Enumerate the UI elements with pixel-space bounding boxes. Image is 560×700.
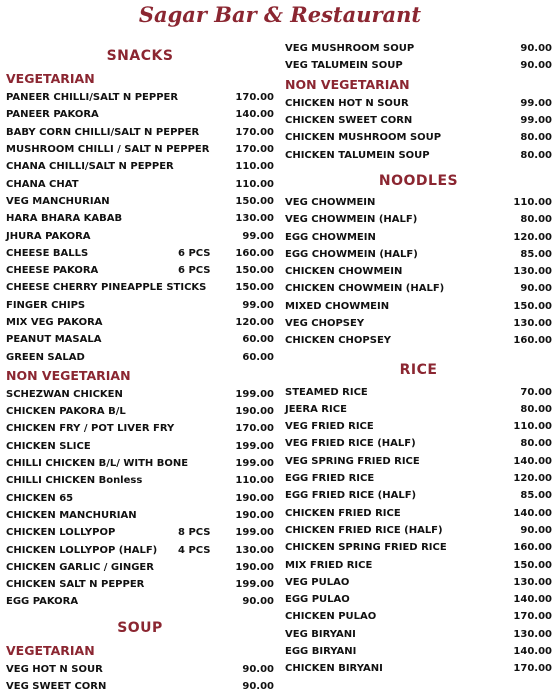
menu-item [285, 298, 552, 315]
menu-item [6, 678, 274, 695]
menu-item [6, 348, 274, 365]
menu-item [285, 194, 552, 211]
item-name: CHEESE CHERRY PINEAPPLE STICKS [6, 282, 207, 294]
item-price: 150.00 [513, 559, 552, 571]
menu-item [6, 89, 274, 106]
menu-item [285, 95, 552, 112]
restaurant-title: Sagar Bar & Restaurant [138, 2, 422, 27]
item-name: SCHEZWAN CHICKEN [6, 388, 123, 400]
item-price: 90.00 [242, 681, 274, 693]
item-price: 80.00 [520, 149, 552, 161]
item-price: 140.00 [513, 507, 552, 519]
item-price: 60.00 [242, 351, 274, 363]
item-price: 99.00 [242, 230, 274, 242]
item-name: PEANUT MASALA [6, 334, 102, 346]
item-price: 130.00 [235, 213, 274, 225]
item-name: EGG PULAO [285, 594, 350, 606]
item-name: CHICKEN CHOWMEIN [285, 266, 403, 278]
item-name: CHICKEN FRIED RICE [285, 507, 401, 519]
item-name: EGG BIRYANI [285, 646, 357, 658]
item-price: 150.00 [235, 282, 274, 294]
item-price: 199.00 [235, 440, 274, 452]
item-name: MIXED CHOWMEIN [285, 300, 390, 312]
menu-list [285, 194, 552, 350]
menu-item [6, 490, 274, 507]
item-price: 140.00 [235, 109, 274, 121]
menu-item [285, 146, 552, 163]
item-name: MIX VEG PAKORA [6, 317, 103, 328]
item-price: 170.00 [513, 611, 552, 623]
menu-item [6, 158, 274, 175]
item-name: VEG SPRING FRIED RICE [285, 455, 420, 467]
item-name: CHANA CHILLI/SALT N PEPPER [6, 161, 174, 173]
item-name: CHICKEN SLICE [6, 440, 91, 452]
menu-item [285, 626, 552, 643]
item-price: 90.00 [520, 283, 552, 295]
item-name: STEAMED RICE [285, 386, 368, 398]
section-title-noodles: NOODLES [378, 172, 459, 189]
menu-item [6, 593, 274, 610]
item-price: 120.00 [513, 473, 552, 485]
item-price: 110.00 [235, 178, 274, 190]
menu-item [6, 314, 274, 331]
menu-item [285, 660, 552, 677]
menu-list [285, 95, 552, 164]
item-price: 80.00 [520, 403, 552, 415]
item-name: CHICKEN MANCHURIAN [6, 509, 137, 521]
item-price: 190.00 [235, 492, 274, 504]
menu-item [6, 403, 274, 420]
menu-item [6, 227, 274, 244]
item-price: 110.00 [235, 161, 274, 173]
item-name: EGG FRIED RICE [285, 473, 375, 485]
item-name: EGG CHOWMEIN (HALF) [285, 248, 418, 260]
menu-item [6, 524, 274, 541]
item-name: CHICKEN PAKORA B/L [6, 406, 126, 418]
menu-item [6, 193, 274, 210]
category-non-vegetarian: NON VEGETARIAN [6, 367, 131, 383]
menu-item [285, 418, 552, 435]
item-name: CHICKEN FRY / POT LIVER FRY [6, 423, 175, 435]
item-name: CHICKEN GARLIC / GINGER [6, 561, 154, 573]
item-name: CHICKEN BIRYANI [285, 663, 383, 675]
item-price: 190.00 [235, 561, 274, 573]
item-name: VEG CHOWMEIN [285, 196, 376, 208]
menu-item [6, 541, 274, 558]
item-price: 99.00 [520, 115, 552, 127]
item-price: 140.00 [513, 455, 552, 467]
menu-item [285, 112, 552, 129]
item-name: VEG TALUMEIN SOUP [285, 60, 403, 72]
menu-item [6, 507, 274, 524]
section-title-soup: SOUP [117, 619, 163, 636]
item-price: 170.00 [235, 423, 274, 435]
menu-item [285, 505, 552, 522]
item-name: CHICKEN LOLLYPOP (HALF) [6, 544, 158, 556]
item-name: VEG FRIED RICE (HALF) [285, 438, 416, 450]
menu-item [6, 297, 274, 314]
item-name: VEG CHOPSEY [285, 318, 365, 329]
menu-item [285, 522, 552, 539]
item-price: 199.00 [235, 458, 274, 470]
item-price: 70.00 [520, 386, 552, 398]
item-name: CHICKEN LOLLYPOP [6, 527, 116, 539]
menu-item [6, 175, 274, 192]
category-non-vegetarian: NON VEGETARIAN [285, 76, 410, 92]
menu-list [6, 661, 274, 696]
item-price: 60.00 [242, 334, 274, 346]
menu-list [6, 386, 274, 611]
item-price: 130.00 [513, 576, 552, 588]
item-name: VEG MANCHURIAN [6, 195, 110, 207]
menu-item [6, 124, 274, 141]
item-price: 150.00 [235, 265, 274, 277]
left-column [6, 43, 274, 695]
item-price: 90.00 [520, 43, 552, 55]
menu-item [6, 245, 274, 262]
item-price: 199.00 [235, 388, 274, 400]
menu-item [285, 591, 552, 608]
item-name: CHANA CHAT [6, 178, 79, 190]
menu-item [285, 608, 552, 625]
item-name: EGG CHOWMEIN [285, 231, 376, 243]
item-name: EGG PAKORA [6, 596, 79, 608]
item-name: JEERA RICE [285, 403, 347, 415]
menu-item [6, 438, 274, 455]
menu-list [6, 89, 274, 366]
item-price: 80.00 [520, 214, 552, 226]
menu-item [285, 487, 552, 504]
item-price: 170.00 [235, 144, 274, 156]
section-title-rice: RICE [399, 362, 438, 379]
item-price: 90.00 [242, 663, 274, 675]
item-name: CHILLI CHICKEN Bonless [6, 475, 143, 487]
menu-item [285, 539, 552, 556]
menu-item [285, 383, 552, 400]
item-name: CHICKEN CHOPSEY [285, 335, 392, 347]
menu-item [285, 643, 552, 660]
right-column [285, 40, 552, 678]
item-name: FINGER CHIPS [6, 299, 86, 311]
item-name: MUSHROOM CHILLI / SALT N PEPPER [6, 144, 210, 156]
item-quantity: 6 PCS [178, 265, 211, 277]
menu-item [6, 279, 274, 296]
menu-item [285, 57, 552, 74]
item-name: CHICKEN CHOWMEIN (HALF) [285, 283, 445, 295]
item-price: 160.00 [235, 247, 274, 259]
item-price: 99.00 [242, 299, 274, 311]
menu-list [285, 40, 552, 75]
item-name: CHEESE BALLS [6, 247, 89, 259]
menu-item [285, 228, 552, 245]
item-name: PANEER CHILLI/SALT N PEPPER [6, 92, 179, 104]
item-price: 150.00 [513, 300, 552, 312]
item-price: 199.00 [235, 527, 274, 539]
item-name: VEG FRIED RICE [285, 421, 374, 433]
menu-item [6, 331, 274, 348]
menu-item [285, 332, 552, 349]
item-name: CHILLI CHICKEN B/L/ WITH BONE [6, 458, 189, 470]
item-name: BABY CORN CHILLI/SALT N PEPPER [6, 126, 200, 138]
menu-item [6, 386, 274, 403]
item-price: 130.00 [513, 318, 552, 329]
item-name: CHICKEN FRIED RICE (HALF) [285, 524, 443, 536]
menu-item [6, 455, 274, 472]
menu-item [6, 420, 274, 437]
item-name: HARA BHARA KABAB [6, 213, 123, 225]
item-name: VEG HOT N SOUR [6, 663, 103, 675]
item-price: 85.00 [520, 248, 552, 260]
item-price: 160.00 [513, 542, 552, 554]
item-price: 140.00 [513, 594, 552, 606]
menu-item [285, 246, 552, 263]
item-name: VEG PULAO [285, 576, 350, 588]
item-price: 170.00 [235, 92, 274, 104]
item-name: PANEER PAKORA [6, 109, 99, 121]
item-price: 130.00 [513, 266, 552, 278]
menu-item [285, 315, 552, 332]
item-name: EGG FRIED RICE (HALF) [285, 490, 417, 502]
category-vegetarian: VEGETARIAN [6, 642, 95, 658]
item-price: 80.00 [520, 132, 552, 144]
menu-item [285, 211, 552, 228]
menu-item [285, 40, 552, 57]
menu-item [285, 574, 552, 591]
menu-item [285, 401, 552, 418]
item-price: 90.00 [520, 60, 552, 72]
item-price: 120.00 [513, 231, 552, 243]
item-name: VEG CHOWMEIN (HALF) [285, 214, 418, 226]
item-name: VEG BIRYANI [285, 628, 356, 640]
section-title-snacks: SNACKS [106, 48, 174, 64]
item-name: JHURA PAKORA [6, 230, 91, 242]
item-price: 190.00 [235, 509, 274, 521]
item-name: CHICKEN 65 [6, 492, 74, 504]
item-name: CHICKEN MUSHROOM SOUP [285, 132, 442, 144]
item-price: 110.00 [513, 196, 552, 208]
item-name: CHICKEN SALT N PEPPER [6, 579, 145, 591]
menu-item [6, 210, 274, 227]
menu-item [6, 576, 274, 593]
item-name: VEG MUSHROOM SOUP [285, 43, 415, 55]
item-price: 99.00 [520, 97, 552, 109]
item-price: 90.00 [520, 524, 552, 536]
menu-item [285, 129, 552, 146]
item-price: 199.00 [235, 579, 274, 591]
item-name: MIX FRIED RICE [285, 559, 373, 571]
item-price: 110.00 [235, 475, 274, 487]
item-price: 150.00 [235, 195, 274, 207]
item-price: 85.00 [520, 490, 552, 502]
menu-list [285, 383, 552, 677]
item-name: VEG SWEET CORN [6, 681, 107, 693]
item-price: 120.00 [235, 317, 274, 328]
item-price: 130.00 [513, 628, 552, 640]
menu-item [285, 470, 552, 487]
item-name: CHICKEN PULAO [285, 611, 377, 623]
item-name: CHICKEN TALUMEIN SOUP [285, 149, 430, 161]
menu-item [6, 106, 274, 123]
item-price: 190.00 [235, 406, 274, 418]
menu-item [285, 556, 552, 573]
item-quantity: 8 PCS [178, 527, 211, 539]
category-vegetarian: VEGETARIAN [6, 71, 95, 86]
item-price: 80.00 [520, 438, 552, 450]
item-price: 170.00 [235, 126, 274, 138]
item-price: 130.00 [235, 544, 274, 556]
menu-item [6, 262, 274, 279]
menu-item [285, 435, 552, 452]
menu-item [6, 661, 274, 678]
item-price: 90.00 [242, 596, 274, 608]
item-price: 140.00 [513, 646, 552, 658]
item-name: CHICKEN SWEET CORN [285, 115, 413, 127]
item-quantity: 6 PCS [178, 247, 211, 259]
item-price: 170.00 [513, 663, 552, 675]
menu-item [6, 141, 274, 158]
item-name: CHICKEN SPRING FRIED RICE [285, 542, 447, 554]
item-name: CHEESE PAKORA [6, 265, 99, 277]
item-price: 110.00 [513, 421, 552, 433]
menu-item [285, 263, 552, 280]
item-quantity: 4 PCS [178, 544, 211, 556]
item-price: 160.00 [513, 335, 552, 347]
item-name: GREEN SALAD [6, 351, 85, 363]
menu-item [6, 472, 274, 489]
menu-item [6, 559, 274, 576]
menu-item [285, 280, 552, 297]
item-name: CHICKEN HOT N SOUR [285, 97, 409, 109]
menu-item [285, 453, 552, 470]
